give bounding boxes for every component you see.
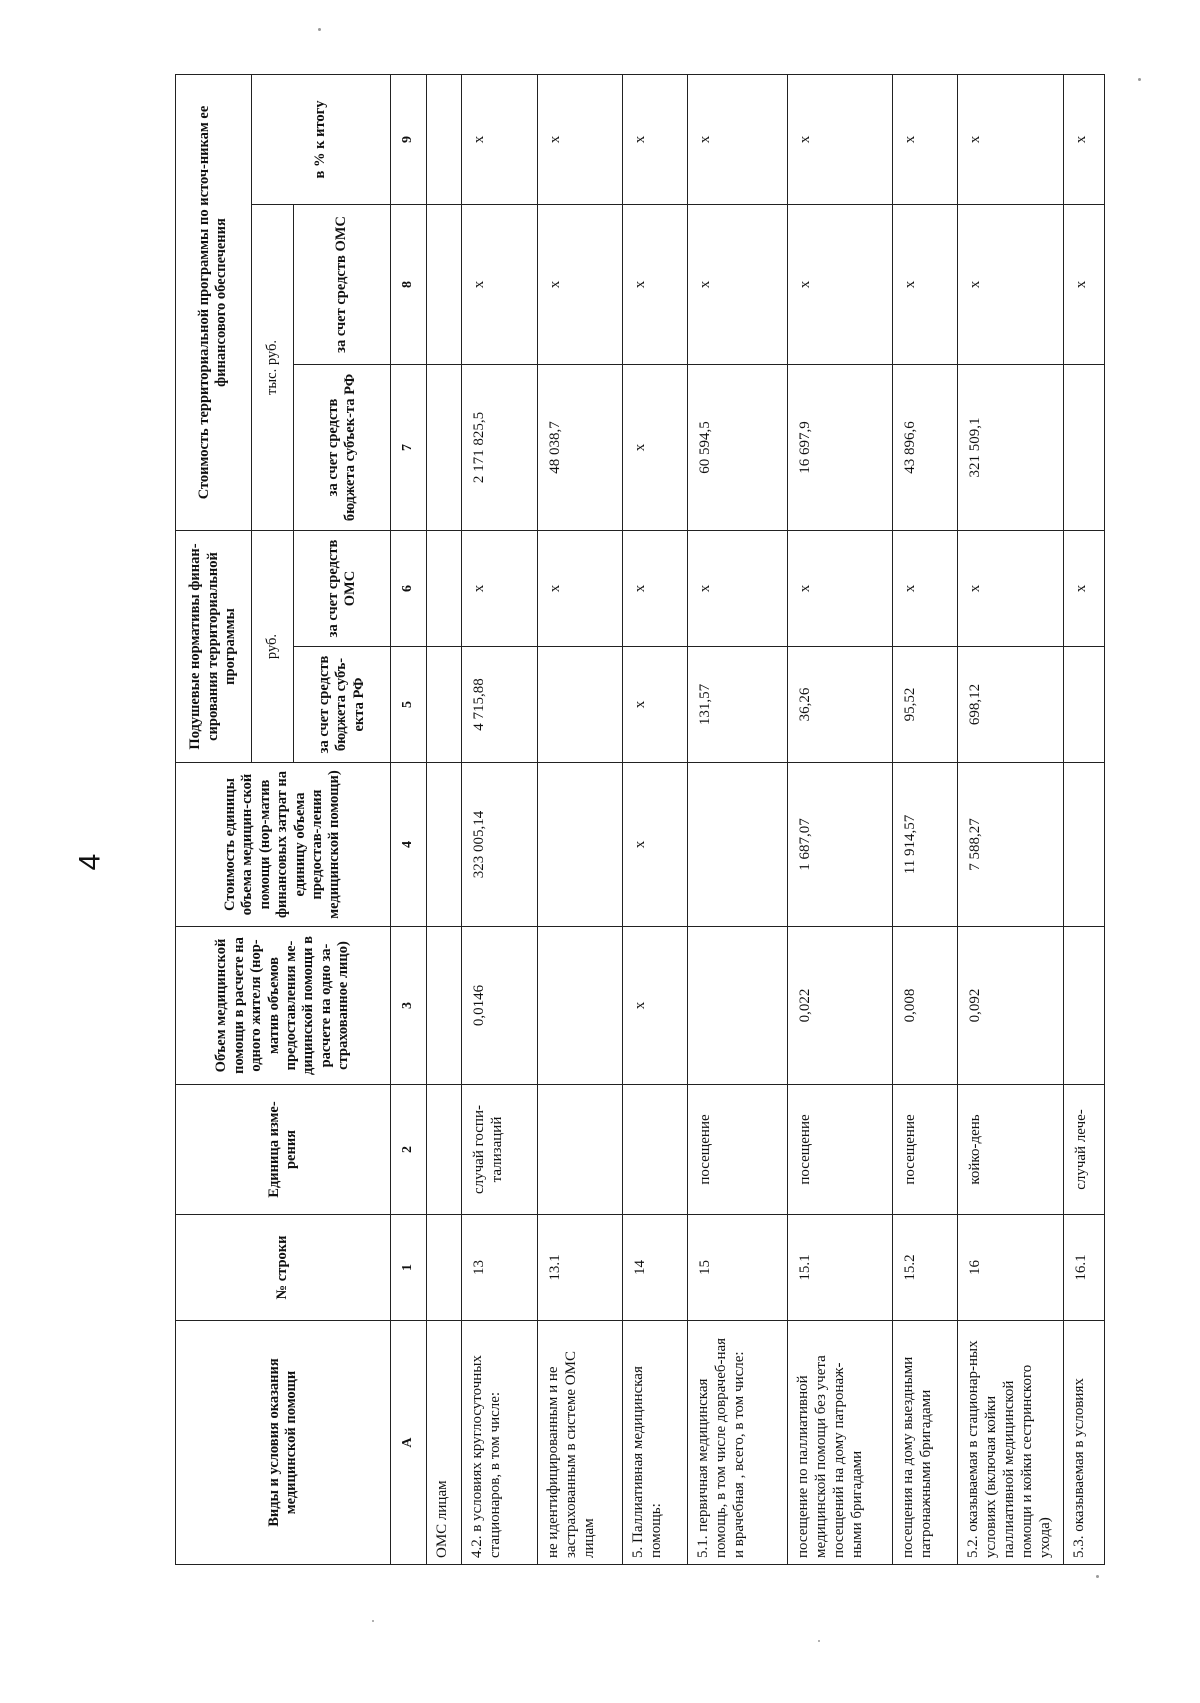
- cell-percent: [426, 74, 462, 204]
- column-number: 9: [390, 74, 426, 204]
- cell-norm-budget: [1063, 647, 1104, 763]
- cell-norm-budget: [538, 647, 622, 763]
- cell-type: ОМС лицам: [426, 1321, 462, 1565]
- column-number: 2: [390, 1085, 426, 1215]
- cell-percent: x: [687, 74, 787, 204]
- cell-percent: x: [787, 74, 892, 204]
- cell-type: посещение по паллиативной медицинской помощи без учета посещений на дому патронаж-ными бригадами: [787, 1321, 892, 1565]
- cell-cost-budget: [426, 364, 462, 530]
- scan-speck: [372, 1620, 374, 1622]
- cell-norm-oms: x: [893, 530, 958, 646]
- scan-speck: [318, 28, 321, 31]
- cell-row-number: 15: [687, 1215, 787, 1321]
- cell-percent: x: [622, 74, 687, 204]
- cell-type: не идентифицированным и не застрахованным в системе ОМС лицам: [538, 1321, 622, 1565]
- header-cost-budget: за счет средств бюджета субъек-та РФ: [293, 364, 390, 530]
- scan-speck: [1138, 78, 1141, 81]
- cell-type: 5. Паллиативная медицинская помощь:: [622, 1321, 687, 1565]
- table-row: [787, 74, 892, 1564]
- header-row-1: [176, 74, 252, 1564]
- cell-row-number: 16.1: [1063, 1215, 1104, 1321]
- column-number: 7: [390, 364, 426, 530]
- header-norms-unit: руб.: [251, 530, 293, 762]
- cell-cost-budget: 2 171 825,5: [462, 364, 538, 530]
- cell-norm-oms: [426, 530, 462, 646]
- cell-cost: [687, 763, 787, 927]
- column-number: 8: [390, 204, 426, 364]
- cell-norm-budget: 698,12: [958, 647, 1063, 763]
- cell-cost-oms: x: [622, 204, 687, 364]
- cell-norm-budget: [426, 647, 462, 763]
- cell-norm-oms: x: [787, 530, 892, 646]
- header-group-cost: Стоимость территориальной программы по источ-никам ее финансового обеспечения: [176, 74, 252, 530]
- cell-cost-budget: x: [622, 364, 687, 530]
- header-cost: Стоимость единицы объема медицин-ской помощи (нор-матив финансовых затрат на единицу объема предостав-ления медицинской помощи): [176, 763, 391, 927]
- cell-volume: 0,092: [958, 927, 1063, 1085]
- cell-row-number: 15.1: [787, 1215, 892, 1321]
- cell-type: 4.2. в условиях круглосуточных стационаров, в том числе:: [462, 1321, 538, 1565]
- cell-cost-oms: x: [1063, 204, 1104, 364]
- cell-volume: [1063, 927, 1104, 1085]
- scan-speck: [818, 1640, 820, 1642]
- financing-table: [175, 74, 1105, 1565]
- cell-norm-oms: x: [687, 530, 787, 646]
- cell-cost: 11 914,57: [893, 763, 958, 927]
- cell-cost-oms: x: [687, 204, 787, 364]
- cell-percent: x: [893, 74, 958, 204]
- cell-percent: x: [462, 74, 538, 204]
- cell-norm-budget: 131,57: [687, 647, 787, 763]
- header-percent: в % к итогу: [251, 74, 390, 204]
- header-group-norms: Подушевые нормативы финан-сирования территориальной программы: [176, 530, 252, 762]
- column-number: А: [390, 1321, 426, 1565]
- cell-cost-oms: x: [893, 204, 958, 364]
- cell-volume: 0,0146: [462, 927, 538, 1085]
- page-number: 4: [73, 853, 107, 871]
- table-row: [1063, 74, 1104, 1564]
- cell-type: 5.2. оказываемая в стационар-ных условиях (включая койки паллиативной медицинской помощи и койки сестринского ухода): [958, 1321, 1063, 1565]
- cell-volume: x: [622, 927, 687, 1085]
- cell-cost-oms: [426, 204, 462, 364]
- cell-type: 5.1. первичная медицинская помощь, в том числе доврачеб-ная и врачебная , всего, в том числе:: [687, 1321, 787, 1565]
- cell-unit: койко-день: [958, 1085, 1063, 1215]
- cell-percent: x: [1063, 74, 1104, 204]
- table-row: [687, 74, 787, 1564]
- cell-norm-budget: 95,52: [893, 647, 958, 763]
- header-row-number: № строки: [176, 1215, 391, 1321]
- header-cost-unit: тыс. руб.: [251, 204, 293, 530]
- cell-unit: случай госпи-тализаций: [462, 1085, 538, 1215]
- cell-cost: [426, 763, 462, 927]
- cell-cost: [538, 763, 622, 927]
- cell-type: 5.3. оказываемая в условиях: [1063, 1321, 1104, 1565]
- cell-unit: посещение: [787, 1085, 892, 1215]
- column-number: 4: [390, 763, 426, 927]
- cell-cost-oms: x: [787, 204, 892, 364]
- cell-cost: 1 687,07: [787, 763, 892, 927]
- header-cost-oms: за счет средств ОМС: [293, 204, 390, 364]
- header-unit: Единица изме-рения: [176, 1085, 391, 1215]
- cell-row-number: 15.2: [893, 1215, 958, 1321]
- cell-norm-oms: x: [1063, 530, 1104, 646]
- column-number: 3: [390, 927, 426, 1085]
- cell-cost: 7 588,27: [958, 763, 1063, 927]
- cell-cost: x: [622, 763, 687, 927]
- cell-volume: 0,022: [787, 927, 892, 1085]
- cell-cost-budget: 60 594,5: [687, 364, 787, 530]
- scan-speck: [1096, 1575, 1099, 1578]
- cell-cost: 323 005,14: [462, 763, 538, 927]
- cell-volume: [538, 927, 622, 1085]
- cell-norm-budget: 4 715,88: [462, 647, 538, 763]
- table-row: [958, 74, 1063, 1564]
- cell-cost-budget: [1063, 364, 1104, 530]
- cell-cost: [1063, 763, 1104, 927]
- cell-norm-oms: x: [622, 530, 687, 646]
- cell-cost-budget: 321 509,1: [958, 364, 1063, 530]
- cell-cost-budget: 16 697,9: [787, 364, 892, 530]
- cell-unit: посещение: [893, 1085, 958, 1215]
- cell-row-number: 14: [622, 1215, 687, 1321]
- cell-volume: [687, 927, 787, 1085]
- cell-unit: случай лече-: [1063, 1085, 1104, 1215]
- cell-cost-budget: 43 896,6: [893, 364, 958, 530]
- column-number: 5: [390, 647, 426, 763]
- cell-row-number: 16: [958, 1215, 1063, 1321]
- header-volume: Объем медицинской помощи в расчете на одного жителя (нор-матив объемов предоставления ме-дицинской помощи в расчете на одно за-страхованное лицо): [176, 927, 391, 1085]
- cell-volume: [426, 927, 462, 1085]
- table-row: [538, 74, 622, 1564]
- column-number: 6: [390, 530, 426, 646]
- cell-norm-oms: x: [462, 530, 538, 646]
- table-container: [175, 75, 1105, 1565]
- cell-cost-budget: 48 038,7: [538, 364, 622, 530]
- cell-cost-oms: x: [958, 204, 1063, 364]
- column-number: 1: [390, 1215, 426, 1321]
- cell-unit: [622, 1085, 687, 1215]
- cell-norm-oms: x: [958, 530, 1063, 646]
- cell-unit: [426, 1085, 462, 1215]
- header-norm-budget: за счет средств бюджета субъ-екта РФ: [293, 647, 390, 763]
- header-col-a: Виды и условия оказания медицинской помощи: [176, 1321, 391, 1565]
- column-number-row: [390, 74, 426, 1564]
- cell-volume: 0,008: [893, 927, 958, 1085]
- cell-unit: посещение: [687, 1085, 787, 1215]
- table-row: [622, 74, 687, 1564]
- cell-norm-oms: x: [538, 530, 622, 646]
- cell-unit: [538, 1085, 622, 1215]
- cell-row-number: 13: [462, 1215, 538, 1321]
- cell-norm-budget: 36,26: [787, 647, 892, 763]
- table-row: [462, 74, 538, 1564]
- cell-cost-oms: x: [462, 204, 538, 364]
- cell-norm-budget: x: [622, 647, 687, 763]
- cell-percent: x: [538, 74, 622, 204]
- header-norm-oms: за счет средств ОМС: [293, 530, 390, 646]
- table-row: [893, 74, 958, 1564]
- cell-type: посещения на дому выездными патронажными бригадами: [893, 1321, 958, 1565]
- rotated-table-area: [175, 75, 1105, 1565]
- cell-cost-oms: x: [538, 204, 622, 364]
- cell-row-number: 13.1: [538, 1215, 622, 1321]
- cell-percent: x: [958, 74, 1063, 204]
- table-row: [426, 74, 462, 1564]
- cell-row-number: [426, 1215, 462, 1321]
